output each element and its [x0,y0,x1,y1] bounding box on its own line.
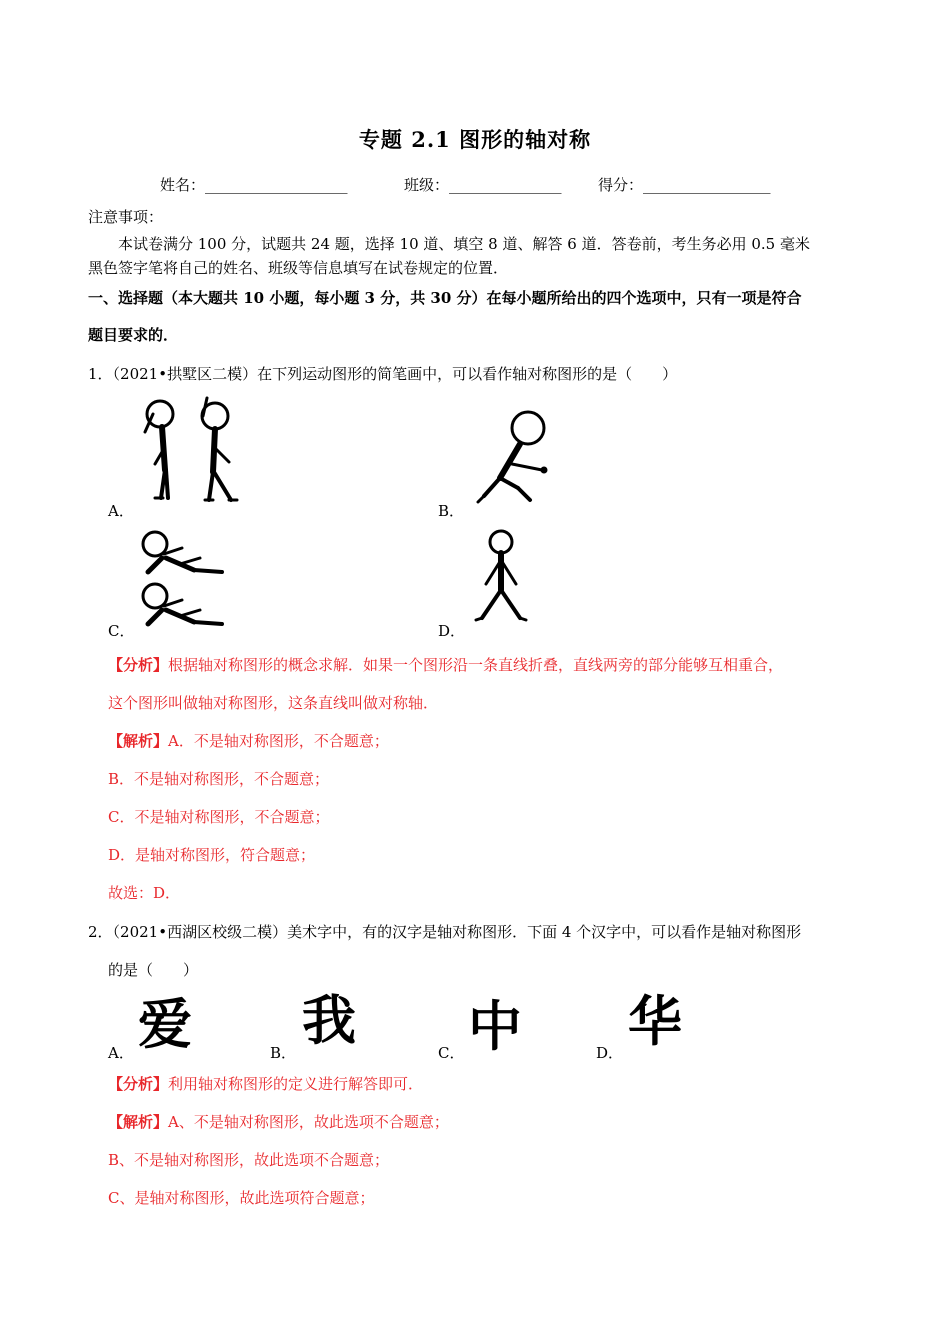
q2-char-d: 华 [628,990,682,1053]
section-heading-line-1: 一、选择题（本大题共 10 小题，每小题 3 分，共 30 分）在每小题所给出的四个选项中，只有一项是符合 [88,289,802,307]
q1-option-b[interactable]: B． [438,502,465,520]
q1-sol-a: A．不是轴对称图形，不合题意； [168,732,389,750]
q1-analysis-line-1 [108,655,783,675]
name-field: 姓名：___________________ [160,176,348,194]
q1-option-a-figure [135,392,245,507]
q1-answer: 故选：D． [108,884,181,902]
q2-char-a: 爱 [138,993,192,1056]
q2-solution-line-a [108,1112,449,1132]
notice-line-2: 黑色签字笔将自己的姓名、班级等信息填写在试卷规定的位置． [88,259,509,277]
q1-solution-line-a [108,731,389,751]
q1-analysis-tag: 【分析】 [108,656,169,674]
q1-option-c-figure [140,528,240,633]
q2-stem-line-2: 的是（ ） [108,961,199,979]
q2-solution-tag: 【解析】 [108,1113,169,1131]
q2-stem-line-1: 2．（2021•西湖区校级二模）美术字中，有的汉字是轴对称图形．下面 4 个汉字中，可以看作是轴对称图形 [88,923,802,941]
q1-sol-c: C．不是轴对称图形，不合题意； [108,808,330,826]
page-title: 专题 2.1 图形的轴对称 [358,127,592,152]
q1-sol-d: D．是轴对称图形，符合题意； [108,846,316,864]
q1-option-b-figure [470,408,560,508]
q2-option-a[interactable]: A． [108,1044,134,1062]
q1-sol-b: B．不是轴对称图形，不合题意； [108,770,330,788]
q1-solution-tag: 【解析】 [108,732,169,750]
q1-option-c[interactable]: C． [108,622,135,640]
section-heading-line-2: 题目要求的． [88,326,179,344]
q1-analysis-text: 根据轴对称图形的概念求解．如果一个图形沿一条直线折叠，直线两旁的部分能够互相重合， [168,656,784,674]
q1-option-a[interactable]: A． [108,502,134,520]
q2-sol-c: C、是轴对称图形，故此选项符合题意； [108,1189,375,1207]
notice-line-1: 本试卷满分 100 分，试题共 24 题，选择 10 道、填空 8 道、解答 6 道．答卷前，考生务必用 0.5 毫米 [118,235,810,253]
notice-heading: 注意事项： [88,208,164,226]
q2-analysis-tag: 【分析】 [108,1075,169,1093]
q2-sol-b: B、不是轴对称图形，故此选项不合题意； [108,1151,390,1169]
q2-analysis-line [108,1074,423,1094]
q2-option-d[interactable]: D． [596,1044,624,1062]
q2-char-b: 我 [302,989,356,1052]
q1-analysis-line-2: 这个图形叫做轴对称图形，这条直线叫做对称轴． [108,694,439,712]
q1-stem: 1．（2021•拱墅区二模）在下列运动图形的简笔画中，可以看作轴对称图形的是（ ） [88,365,678,383]
q2-analysis-text: 利用轴对称图形的定义进行解答即可． [168,1075,424,1093]
q2-char-c: 中 [468,995,522,1058]
q1-option-d[interactable]: D． [438,622,466,640]
class-field: 班级：_______________ [404,176,562,194]
q2-sol-a: A、不是轴对称图形，故此选项不合题意； [168,1113,449,1131]
q2-option-c[interactable]: C． [438,1044,465,1062]
q2-option-b[interactable]: B． [270,1044,297,1062]
q1-option-d-figure [470,528,540,628]
score-field: 得分：_________________ [598,176,771,194]
